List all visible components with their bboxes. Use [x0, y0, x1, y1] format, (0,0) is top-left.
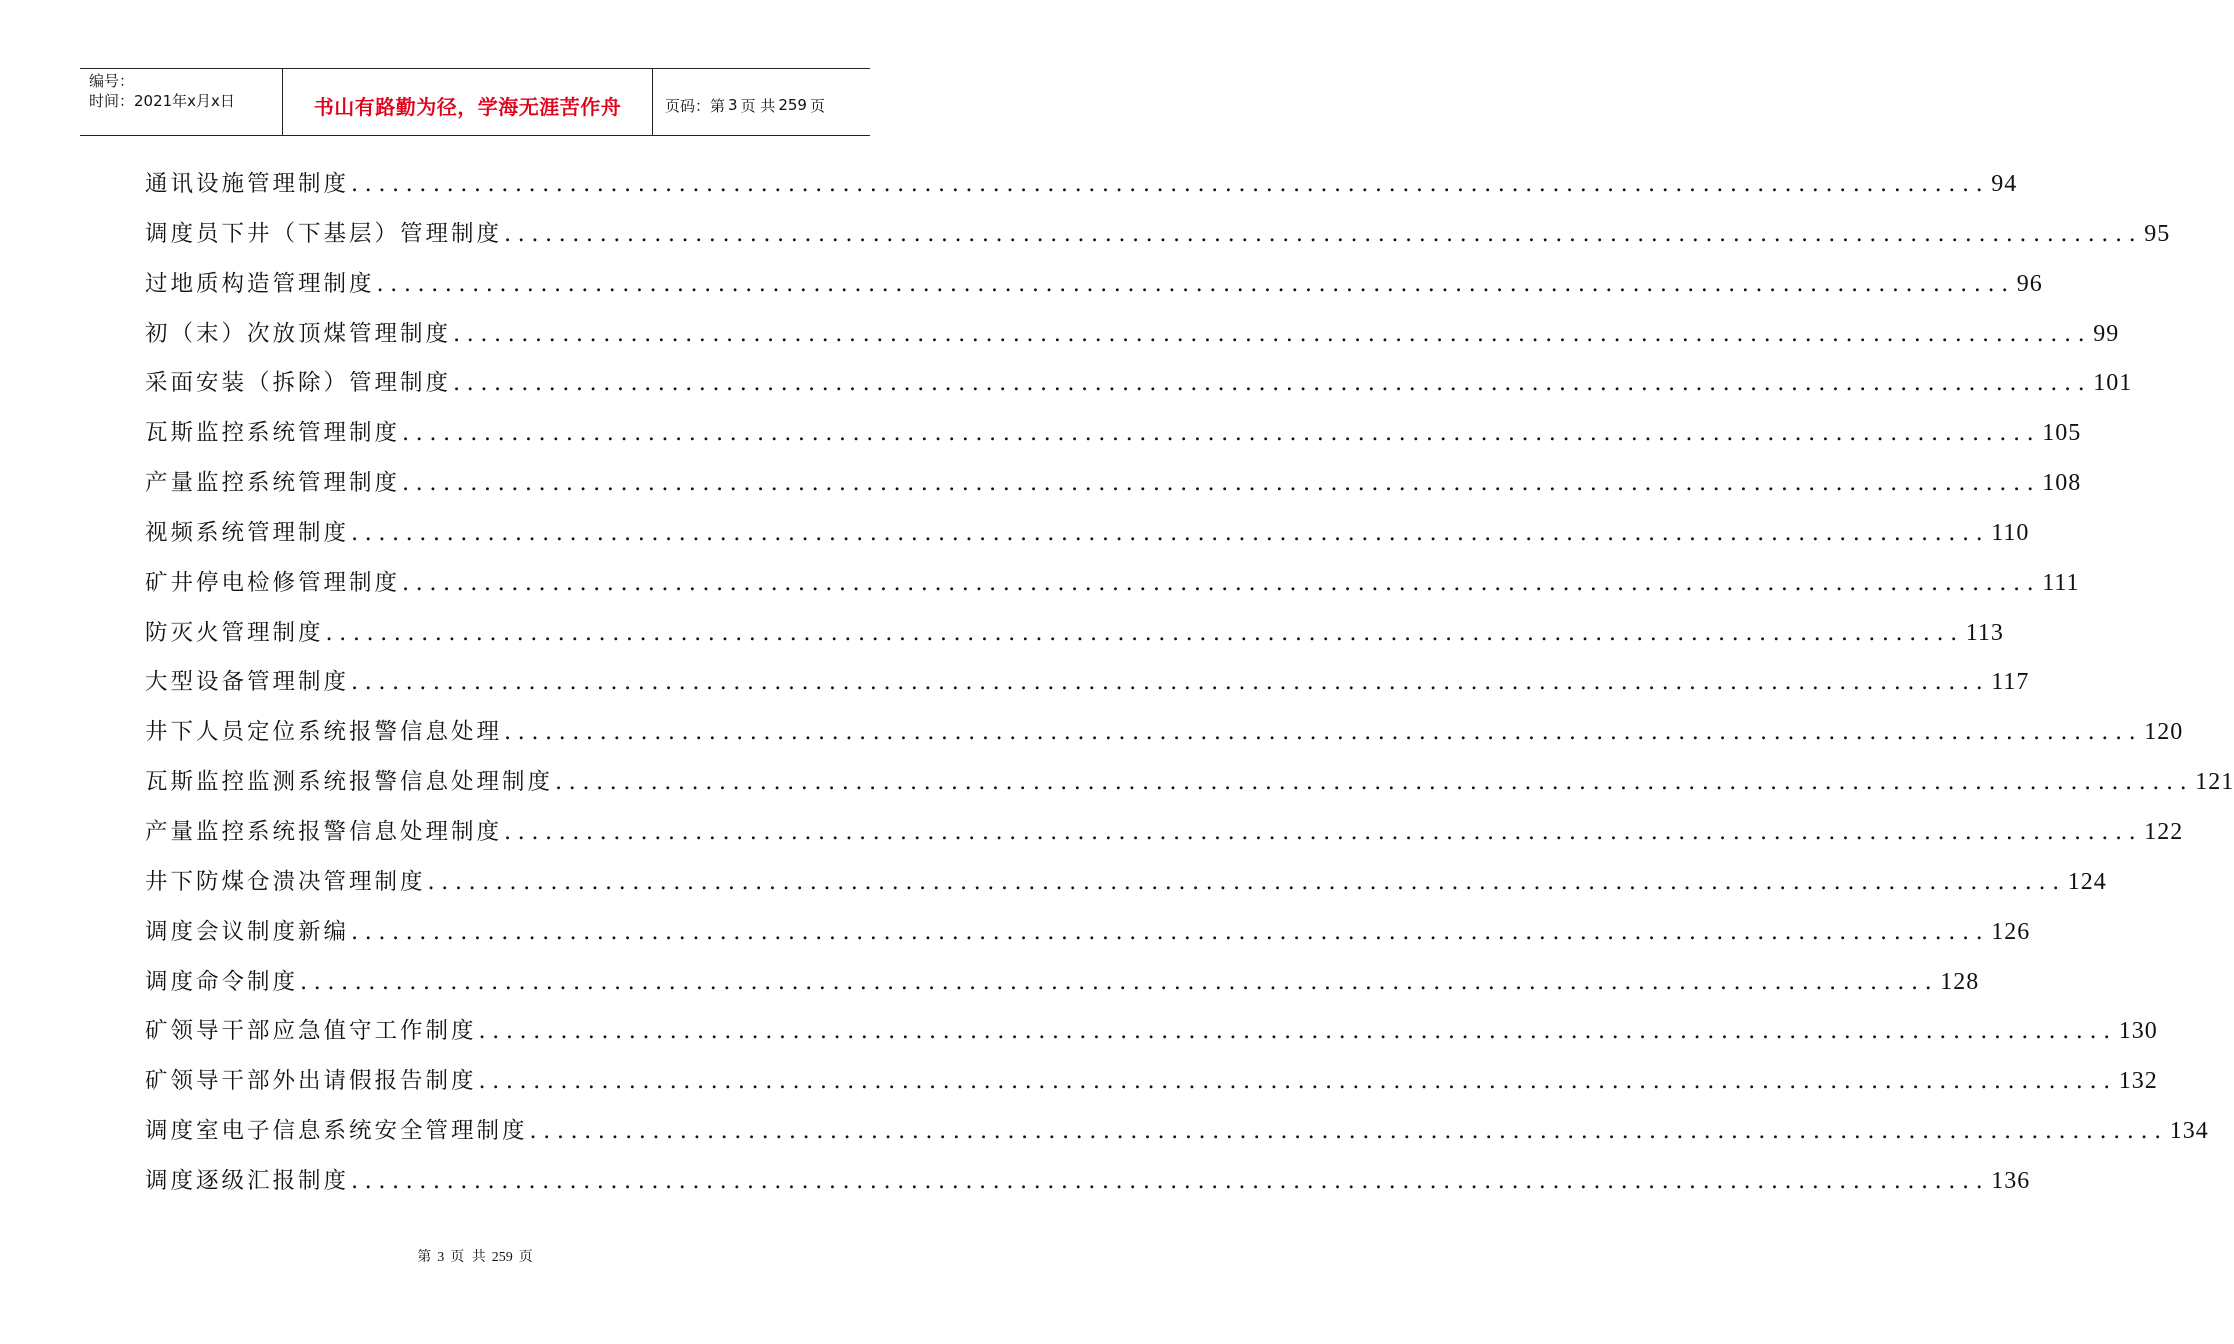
footer-prefix: 第 — [417, 1250, 432, 1265]
toc-leader-dots: ........................................................................................................................ — [402, 420, 2041, 447]
toc-entry-title: 调度室电子信息系统安全管理制度 — [145, 1118, 528, 1145]
header-meta — [80, 69, 283, 135]
toc-entry[interactable] — [145, 565, 2080, 615]
toc-entry-page: 122 — [2144, 818, 2184, 845]
toc-entry-title: 井下防煤仓溃决管理制度 — [145, 868, 426, 895]
toc-entry[interactable] — [145, 415, 2082, 465]
footer-suffix: 页 — [518, 1250, 533, 1265]
page-info-prefix: 页码：第 — [665, 96, 726, 115]
toc-entry[interactable] — [145, 216, 2171, 266]
toc-entry-page: 124 — [2067, 868, 2107, 895]
toc-entry[interactable] — [145, 814, 2184, 864]
toc-entry-title: 调度逐级汇报制度 — [145, 1167, 350, 1194]
toc-entry-page: 96 — [2016, 270, 2043, 297]
toc-entry-title: 视频系统管理制度 — [145, 519, 350, 546]
header-page-info — [653, 69, 870, 135]
toc-entry[interactable] — [145, 1163, 2031, 1213]
toc-entry[interactable] — [145, 1063, 2158, 1113]
toc-entry-page: 136 — [1991, 1167, 2031, 1194]
toc-entry-page: 95 — [2144, 220, 2171, 247]
toc-entry-page: 117 — [1991, 669, 2030, 696]
toc-entry-title: 调度命令制度 — [145, 968, 299, 995]
toc-leader-dots: ........................................................................................................................ — [351, 519, 1990, 546]
toc-leader-dots: ........................................................................................................................ — [402, 470, 2041, 497]
document-number-label: 编号： — [89, 72, 135, 90]
toc-entry-page: 121 — [2195, 769, 2234, 796]
toc-entry[interactable] — [145, 266, 2043, 316]
toc-entry-title: 矿领导干部外出请假报告制度 — [145, 1068, 477, 1095]
toc-entry-page: 126 — [1991, 918, 2031, 945]
toc-entry[interactable] — [145, 615, 2004, 665]
toc-leader-dots: ........................................................................................................................ — [402, 569, 2041, 596]
toc-leader-dots: ........................................................................................................................ — [504, 220, 2143, 247]
toc-leader-dots: ........................................................................................................................ — [351, 918, 1990, 945]
page-footer — [0, 1246, 950, 1266]
toc-entry-page: 99 — [2093, 320, 2120, 347]
footer-current: 3 — [437, 1250, 445, 1265]
toc-entry-page: 113 — [1965, 619, 2004, 646]
toc-entry-title: 井下人员定位系统报警信息处理 — [145, 719, 503, 746]
toc-entry[interactable] — [145, 1113, 2209, 1163]
toc-entry-title: 通讯设施管理制度 — [145, 171, 350, 197]
toc-entry-title: 瓦斯监控监测系统报警信息处理制度 — [145, 769, 554, 796]
toc-entry-title: 调度员下井（下基层）管理制度 — [145, 220, 503, 247]
toc-entry-page: 101 — [2093, 370, 2133, 397]
toc-leader-dots: ........................................................................................................................ — [300, 968, 1939, 995]
header-motto: 书山有路勤为径，学海无涯苦作舟 — [283, 69, 653, 135]
toc-entry-page: 134 — [2169, 1118, 2209, 1145]
toc-entry-page: 111 — [2042, 569, 2080, 596]
toc-leader-dots: ........................................................................................................................ — [504, 719, 2143, 746]
toc-entry-title: 产量监控系统管理制度 — [145, 470, 401, 497]
toc-entry[interactable] — [145, 764, 2234, 814]
toc-entry-page: 110 — [1991, 519, 2030, 546]
toc-entry[interactable] — [145, 316, 2120, 366]
table-of-contents — [145, 166, 2234, 1213]
toc-leader-dots: ........................................................................................................................ — [351, 669, 1990, 696]
toc-leader-dots: ........................................................................................................................ — [325, 619, 1964, 646]
toc-entry[interactable] — [145, 864, 2107, 914]
toc-entry[interactable] — [145, 964, 1980, 1014]
page-header — [80, 68, 870, 136]
toc-entry-title: 防灭火管理制度 — [145, 619, 324, 646]
toc-entry[interactable] — [145, 914, 2031, 964]
toc-entry-page: 105 — [2042, 420, 2082, 447]
toc-leader-dots: ........................................................................................................................ — [453, 320, 2092, 347]
toc-leader-dots: ........................................................................................................................ — [555, 769, 2194, 796]
toc-entry-page: 132 — [2118, 1068, 2158, 1095]
toc-leader-dots: ........................................................................................................................ — [529, 1118, 2168, 1145]
page-info-current: 3 — [728, 96, 738, 114]
toc-entry-page: 128 — [1940, 968, 1980, 995]
toc-entry[interactable] — [145, 1013, 2158, 1063]
toc-leader-dots: ........................................................................................................................ — [351, 171, 1990, 197]
toc-leader-dots: ........................................................................................................................ — [504, 818, 2143, 845]
toc-entry[interactable] — [145, 714, 2184, 764]
toc-entry-title: 大型设备管理制度 — [145, 669, 350, 696]
toc-leader-dots: ........................................................................................................................ — [478, 1018, 2117, 1045]
toc-leader-dots: ........................................................................................................................ — [427, 868, 2066, 895]
toc-entry-page: 94 — [1991, 171, 2018, 197]
toc-entry-title: 矿井停电检修管理制度 — [145, 569, 401, 596]
toc-leader-dots: ........................................................................................................................ — [351, 1167, 1990, 1194]
footer-total: 259 — [491, 1250, 513, 1265]
toc-entry[interactable] — [145, 515, 2030, 565]
page-info-suffix: 页 — [809, 96, 825, 115]
toc-entry[interactable] — [145, 664, 2030, 714]
toc-entry-title: 矿领导干部应急值守工作制度 — [145, 1018, 477, 1045]
toc-leader-dots: ........................................................................................................................ — [376, 270, 2015, 297]
toc-entry[interactable] — [145, 465, 2082, 515]
toc-entry-title: 过地质构造管理制度 — [145, 270, 375, 297]
page-info-total: 259 — [778, 96, 807, 114]
page-info-mid: 页 共 — [740, 96, 776, 115]
toc-entry-page: 130 — [2118, 1018, 2158, 1045]
toc-entry-page: 108 — [2042, 470, 2082, 497]
toc-entry-title: 初（末）次放顶煤管理制度 — [145, 320, 452, 347]
document-date-label: 时间：2021年x月x日 — [89, 92, 235, 110]
toc-entry[interactable] — [145, 166, 2018, 216]
toc-leader-dots: ........................................................................................................................ — [478, 1068, 2117, 1095]
toc-entry-title: 采面安装（拆除）管理制度 — [145, 370, 452, 397]
toc-entry-page: 120 — [2144, 719, 2184, 746]
toc-entry-title: 调度会议制度新编 — [145, 918, 350, 945]
toc-leader-dots: ........................................................................................................................ — [453, 370, 2092, 397]
toc-entry-title: 瓦斯监控系统管理制度 — [145, 420, 401, 447]
toc-entry-title: 产量监控系统报警信息处理制度 — [145, 818, 503, 845]
footer-mid: 页 共 — [450, 1250, 486, 1265]
toc-entry[interactable] — [145, 365, 2133, 415]
